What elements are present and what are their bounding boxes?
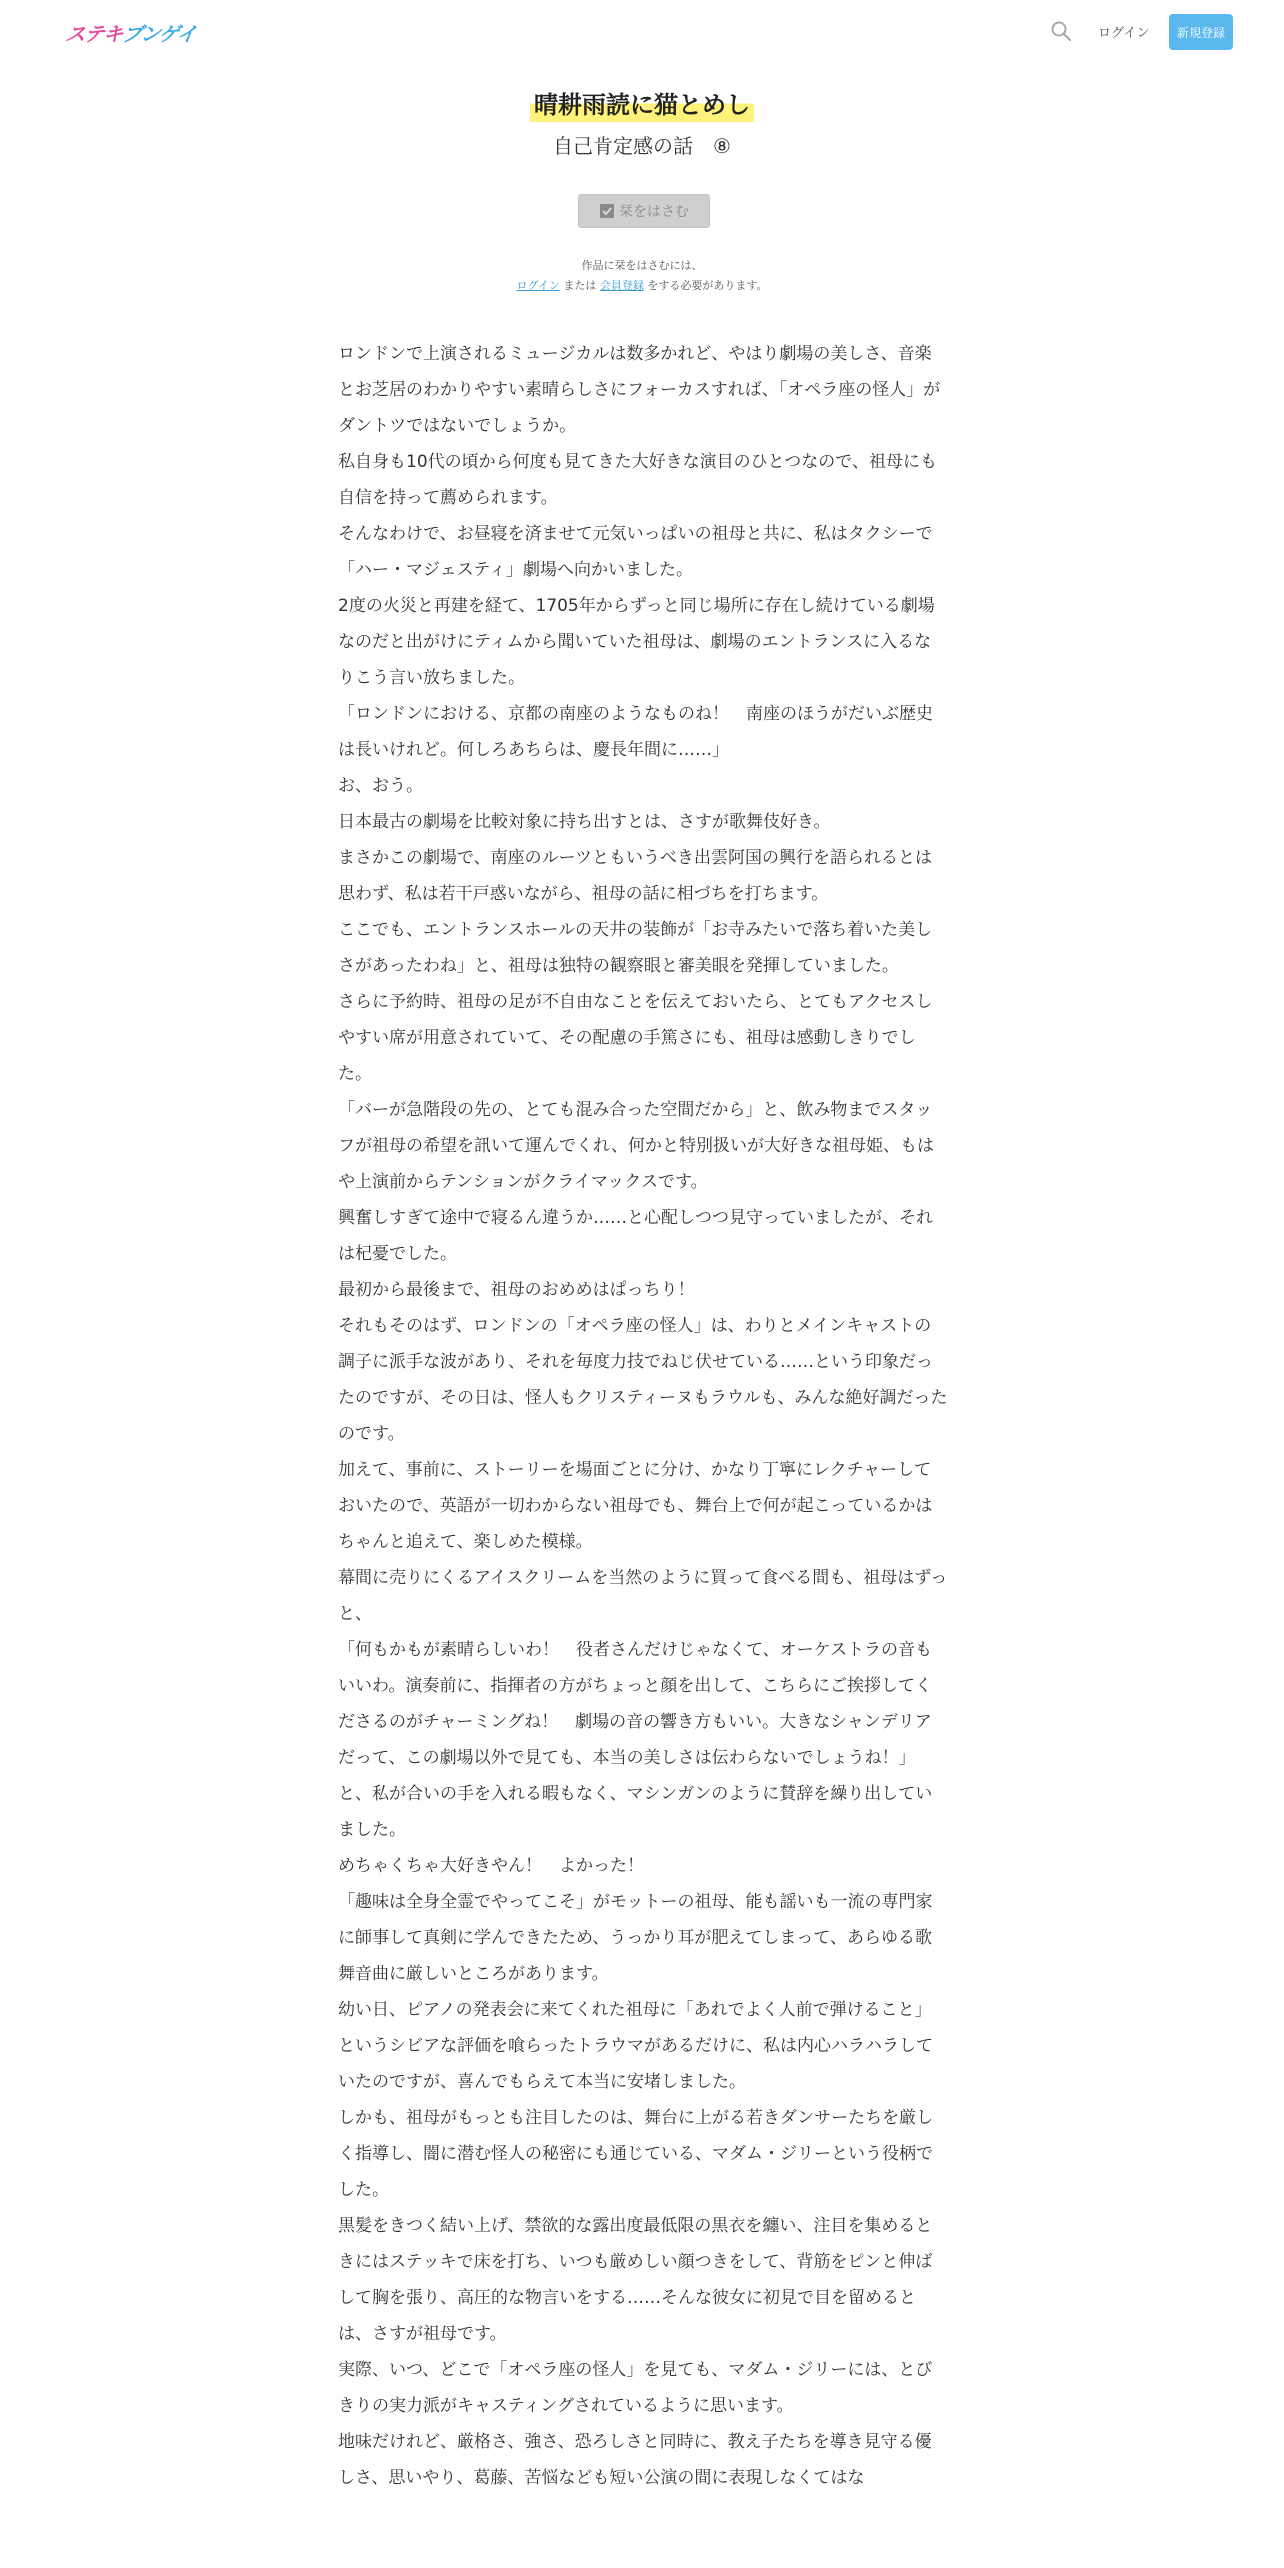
story-paragraph: それもそのはず、ロンドンの「オペラ座の怪人」は、わりとメインキャストの調子に派手な波があり、それを毎度力技でねじ伏せている……という印象だったのですが、その日は、怪人もクリスティーヌもラウルも、みんな絶好調だったのです。 <box>338 1316 948 1444</box>
notice-register-link[interactable]: 会員登録 <box>599 279 644 292</box>
story-paragraph: 「何もかもが素晴らしいわ！ 役者さんだけじゃなくて、オーケストラの音もいいわ。演奏前に、指揮者の方がちょっと顔を出して、こちらにご挨拶してくださるのがチャーミングね！ 劇場の音の響き方もいい。大きなシャンデリアだって、この劇場以外で見ても、本当の美しさは伝わらないでしょうね！」 <box>338 1640 932 1768</box>
notice-or-text: または <box>563 279 597 292</box>
story-paragraph: と、私が合いの手を入れる暇もなく、マシンガンのように賛辞を繰り出していました。 <box>338 1784 933 1840</box>
story-paragraph: 「バーが急階段の先の、とても混み合った空間だから」と、飲み物までスタッフが祖母の希望を訊いて運んでくれ、何かと特別扱いが大好きな祖母姫、もはや上演前からテンションがクライマックスです。 <box>338 1100 935 1192</box>
story-paragraph: 地味だけれど、厳格さ、強さ、恐ろしさと同時に、教え子たちを導き見守る優しさ、思いやり、葛藤、苦悩なども短い公演の間に表現しなくてはな <box>338 2432 932 2488</box>
bookmark-label: 栞をはさむ <box>619 204 689 220</box>
bookmark-icon <box>599 203 615 219</box>
story-paragraph: ここでも、エントランスホールの天井の装飾が「お寺みたいで落ち着いた美しさがあったわね」と、祖母は独特の観察眼と審美眼を発揮していました。 <box>338 920 933 976</box>
series-title[interactable]: 晴耕雨読に猫とめし <box>530 88 754 122</box>
logo-text-accent: ブンゲイ <box>120 22 198 46</box>
bookmark-button[interactable] <box>578 194 710 228</box>
story-paragraph: そんなわけで、お昼寝を済ませて元気いっぱいの祖母と共に、私はタクシーで「ハー・マジェスティ」劇場へ向かいました。 <box>338 524 933 580</box>
story-paragraph: 実際、いつ、どこで「オペラ座の怪人」を見ても、マダム・ジリーには、とびきりの実力派がキャスティングされているように思います。 <box>338 2360 933 2416</box>
story-body <box>338 336 948 2496</box>
story-paragraph: 黒髪をきつく結い上げ、禁欲的な露出度最低限の黒衣を纏い、注目を集めるときにはステッキで床を打ち、いつも厳めしい顔つきをして、背筋をピンと伸ばして胸を張り、高圧的な物言いをする……そんな彼女に初見で目を留めるとは、さすが祖母です。 <box>338 2216 933 2344</box>
signup-button[interactable]: 新規登録 <box>1169 14 1233 50</box>
story-paragraph: 「趣味は全身全霊でやってこそ」がモットーの祖母、能も謡いも一流の専門家に師事して真剣に学んできたため、うっかり耳が肥えてしまって、あらゆる歌舞音曲に厳しいところがあります。 <box>338 1892 933 1984</box>
story-paragraph: まさかこの劇場で、南座のルーツともいうべき出雲阿国の興行を語られるとは思わず、私は若干戸惑いながら、祖母の話に相づちを打ちます。 <box>338 848 932 904</box>
story-paragraph: 幕間に売りにくるアイスクリームを当然のように買って食べる間も、祖母はずっと、 <box>338 1568 948 1624</box>
site-logo[interactable] <box>64 18 198 47</box>
story-paragraph: さらに予約時、祖母の足が不自由なことを伝えておいたら、とてもアクセスしやすい席が用意されていて、その配慮の手篤さにも、祖母は感動しきりでした。 <box>338 992 933 1084</box>
logo-text-main: ステキ <box>64 22 125 46</box>
story-paragraph: 2度の火災と再建を経て、1705年からずっと同じ場所に存在し続けている劇場なのだと出がけにティムから聞いていた祖母は、劇場のエントランスに入るなりこう言い放ちました。 <box>338 596 935 688</box>
story-paragraph: 幼い日、ピアノの発表会に来てくれた祖母に「あれでよく人前で弾けること」というシビアな評価を喰らったトラウマがあるだけに、私は内心ハラハラしていたのですが、喜んでもらえて本当に安堵しました。 <box>338 2000 933 2092</box>
story-paragraph: 最初から最後まで、祖母のおめめはぱっちり！ <box>338 1280 695 1300</box>
story-paragraph: 私自身も10代の頃から何度も見てきた大好きな演目のひとつなので、祖母にも自信を持って薦められます。 <box>338 452 937 508</box>
notice-line-1: 作品に栞をはさむには、 <box>581 259 703 272</box>
story-paragraph: 興奮しすぎて途中で寝るん違うか……と心配しつつ見守っていましたが、それは杞憂でした。 <box>338 1208 933 1264</box>
story-paragraph: 「ロンドンにおける、京都の南座のようなものね！ 南座のほうがだいぶ歴史は長いけれど。何しろあちらは、慶長年間に……」 <box>338 704 933 760</box>
title-block <box>0 88 1284 122</box>
search-icon[interactable] <box>1050 20 1072 42</box>
story-paragraph: 日本最古の劇場を比較対象に持ち出すとは、さすが歌舞伎好き。 <box>338 812 831 832</box>
notice-line-2 <box>0 276 1284 296</box>
story-paragraph: 加えて、事前に、ストーリーを場面ごとに分け、かなり丁寧にレクチャーしておいたので、英語が一切わからない祖母でも、舞台上で何が起こっているかはちゃんと追えて、楽しめた模様。 <box>338 1460 933 1552</box>
notice-tail-text: をする必要があります。 <box>647 279 768 292</box>
notice-login-link[interactable]: ログイン <box>516 279 560 292</box>
story-paragraph: お、おう。 <box>338 776 423 796</box>
login-link[interactable]: ログイン <box>1098 26 1150 41</box>
bookmark-notice <box>0 256 1284 296</box>
episode-title: 自己肯定感の話 ⑧ <box>553 134 731 158</box>
story-paragraph: ロンドンで上演されるミュージカルは数多かれど、やはり劇場の美しさ、音楽とお芝居のわかりやすい素晴らしさにフォーカスすれば、「オペラ座の怪人」がダントツではないでしょうか。 <box>338 344 941 436</box>
site-header <box>0 0 1284 64</box>
story-paragraph: めちゃくちゃ大好きやん！ よかった！ <box>338 1856 644 1876</box>
story-paragraph: しかも、祖母がもっとも注目したのは、舞台に上がる若きダンサーたちを厳しく指導し、闇に潜む怪人の秘密にも通じている、マダム・ジリーという役柄でした。 <box>338 2108 934 2200</box>
